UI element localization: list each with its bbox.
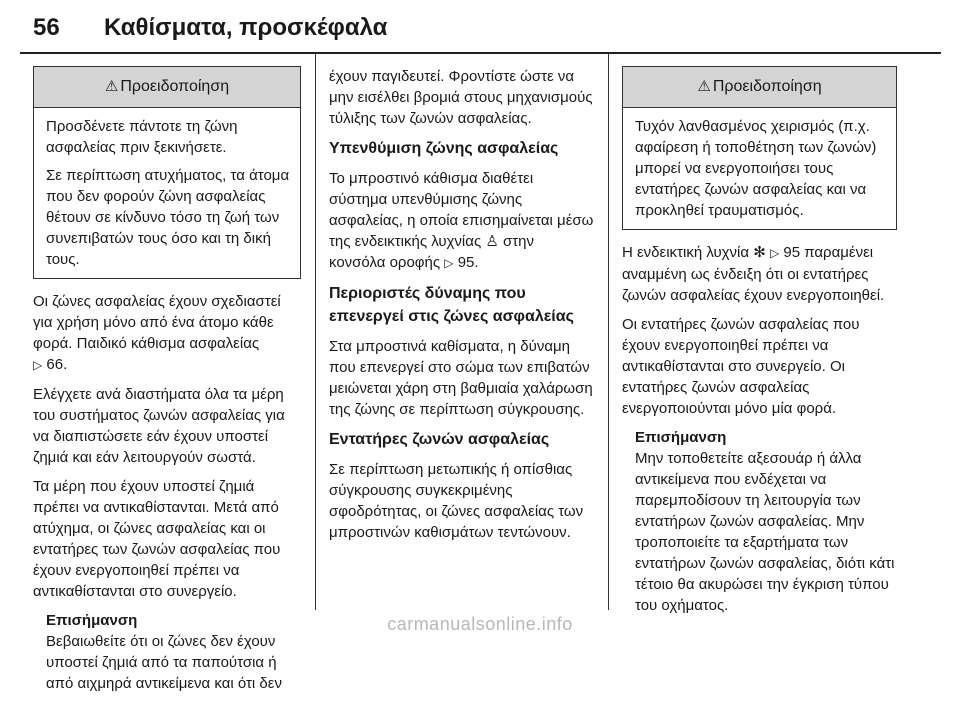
section-heading: Περιοριστές δύναμης που επενεργεί στις ζώνες ασφαλείας <box>329 285 574 325</box>
paragraph <box>329 168 594 274</box>
warning-body <box>623 108 896 229</box>
page-header <box>0 0 960 60</box>
section-heading: Υπενθύμιση ζώνης ασφαλείας <box>329 140 559 157</box>
note-block <box>622 427 897 616</box>
paragraph <box>622 242 897 306</box>
column-1 <box>33 66 301 702</box>
page-title: Καθίσματα, προσκέφαλα <box>104 14 388 41</box>
page-reference-link[interactable]: 66. <box>46 356 68 373</box>
section-heading: Εντατήρες ζωνών ασφαλείας <box>329 431 550 448</box>
warning-text: Τυχόν λανθασμένος χειρισμός (π.χ. αφαίρεση ή τοποθέτηση των ζωνών) μπορεί να ενεργοποιήσει τους εντατήρες ζωνών ασφαλείας και να προκληθεί τραυματισμός. <box>635 118 877 219</box>
airbag-indicator-icon: ✻ <box>753 244 766 261</box>
warning-body <box>34 108 300 278</box>
column-divider <box>608 54 609 610</box>
page-reference-arrow-icon: ▷ <box>444 256 454 270</box>
page-reference-arrow-icon: ▷ <box>33 358 43 372</box>
warning-header <box>623 67 896 108</box>
warning-text: Προσδένετε πάντοτε τη ζώνη ασφαλείας πριν ξεκινήσετε. <box>46 118 238 156</box>
page-reference-link[interactable]: 95 <box>783 244 801 261</box>
page-number: 56 <box>33 14 60 41</box>
column-3 <box>622 66 897 624</box>
warning-box <box>622 66 897 230</box>
column-divider <box>315 54 316 610</box>
note-title: Επισήμανση <box>46 612 138 629</box>
paragraph: Οι εντατήρες ζωνών ασφαλείας που έχουν ενεργοποιηθεί πρέπει να αντικαθίστανται στο συνεργείο. Οι εντατήρες ζωνών ασφαλείας ενεργοποιούνται μόνο μία φορά. <box>622 316 860 417</box>
column-2 <box>329 66 594 551</box>
paragraph-text: Το μπροστινό κάθισμα διαθέτει σύστημα υπενθύμισης ζώνης ασφαλείας, η οποία επισημαίνεται μέσω της ενδεικτικής λυχνίας <box>329 170 594 250</box>
warning-triangle-icon: ⚠ <box>697 78 711 95</box>
note-title: Επισήμανση <box>635 429 727 446</box>
paragraph: έχουν παγιδευτεί. Φροντίστε ώστε να μην εισέλθει βρομιά στους μηχανισμούς τύλιξης των ζωνών ασφαλείας. <box>329 68 593 127</box>
paragraph-text: Η ενδεικτική λυχνία <box>622 244 750 261</box>
paragraph: Τα μέρη που έχουν υποστεί ζημιά πρέπει να αντικαθίστανται. Μετά από ατύχημα, οι ζώνες ασφαλείας και οι εντατήρες των ζωνών ασφαλείας που έχουν ενεργοποιηθεί πρέπει να αντικαθίστανται στο συνεργείο. <box>33 478 281 600</box>
watermark: carmanualsonline.info <box>387 614 573 634</box>
warning-title: Προειδοποίηση <box>712 78 822 95</box>
note-text: Μην τοποθετείτε αξεσουάρ ή άλλα αντικείμενα που ενδέχεται να παρεμποδίσουν τη λειτουργία των εντατήρων ζωνών ασφαλείας. Μην τροποποιείτε τα εξαρτήματα των εντατήρων ζωνών ασφαλείας, διότι κάτι τέτοιο θα ακυρώσει την έγκριση τύπου του οχήματος. <box>635 450 895 614</box>
paragraph: Ελέγχετε ανά διαστήματα όλα τα μέρη του συστήματος ζωνών ασφαλείας για να διαπιστώσετε εάν έχουν υποστεί ζημιά και εάν λειτουργούν σωστά. <box>33 386 285 466</box>
paragraph-text: Οι ζώνες ασφαλείας έχουν σχεδιαστεί για χρήση μόνο από ένα άτομο κάθε φορά. Παιδικό κάθισμα ασφαλείας <box>33 293 281 352</box>
paragraph <box>33 291 301 376</box>
note-text: Βεβαιωθείτε ότι οι ζώνες δεν έχουν υποστεί ζημιά από τα παπούτσια ή από αιχμηρά αντικείμενα και ότι δεν <box>46 633 282 692</box>
paragraph: Στα μπροστινά καθίσματα, η δύναμη που επενεργεί στο σώμα των επιβατών μειώνεται χάρη στη βαθμιαία χαλάρωση της ζώνης σε περίπτωση σύγκρουσης. <box>329 338 593 418</box>
warning-text: Σε περίπτωση ατυχήματος, τα άτομα που δεν φορούν ζώνη ασφαλείας θέτουν σε κίνδυνο τόσο τη ζωή των συνεπιβατών τους όσο και τη δική τους. <box>46 167 290 268</box>
header-rule <box>20 52 941 54</box>
warning-box <box>33 66 301 279</box>
warning-title: Προειδοποίηση <box>120 78 230 95</box>
page-reference-link[interactable]: 95. <box>457 254 479 271</box>
paragraph: Σε περίπτωση μετωπικής ή οπίσθιας σύγκρουσης συγκεκριμένης σφοδρότητας, οι ζώνες ασφαλείας των μπροστινών καθισμάτων τεντώνουν. <box>329 461 584 541</box>
warning-triangle-icon: ⚠ <box>104 78 119 95</box>
paragraph-text: παραμένει αναμμένη ως ένδειξη ότι οι εντατήρες ζωνών ασφαλείας έχουν ενεργοποιηθεί. <box>622 244 885 304</box>
page-reference-arrow-icon: ▷ <box>769 246 780 260</box>
paragraph-text: στην κονσόλα οροφής <box>329 233 534 271</box>
warning-header <box>34 67 300 108</box>
seatbelt-reminder-icon: ♙ <box>485 233 499 250</box>
